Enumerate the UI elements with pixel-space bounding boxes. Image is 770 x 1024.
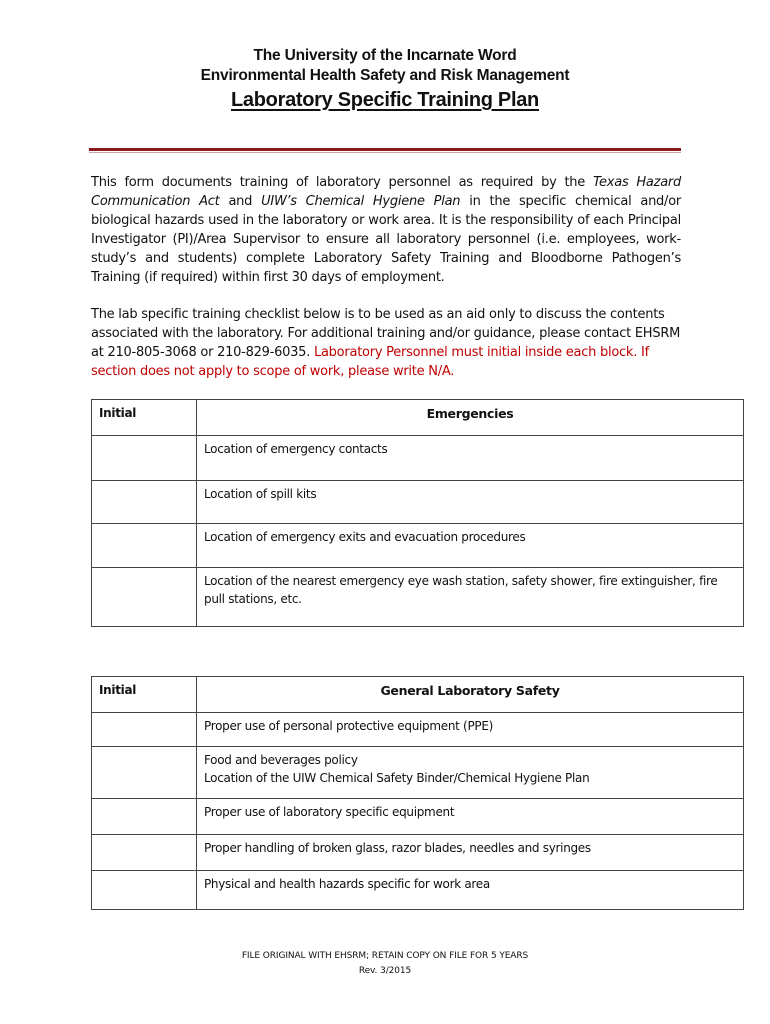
general-safety-heading: General Laboratory Safety: [197, 677, 744, 713]
initial-cell[interactable]: [92, 481, 197, 524]
initial-cell[interactable]: [92, 436, 197, 481]
list-item: Food and beverages policy: [204, 753, 358, 767]
initial-cell[interactable]: [92, 524, 197, 568]
header-divider: [89, 148, 681, 151]
emergencies-table: [91, 399, 744, 627]
intro-paragraph: This form documents training of laboratory personnel as required by the Texas Hazard Communication Act and UIW’s Chemical Hygiene Plan in the specific chemical and/or biological hazards used in the laboratory or work area. It is the responsibility of each Principal Investigator (PI)/Area Supervisor to ensure all laboratory personnel (i.e. employees, work-study’s and students) complete Laboratory Safety Training and Bloodborne Pathogen’s Training (if required) within first 30 days of employment.: [91, 175, 682, 285]
initial-notice: Laboratory Personnel must initial inside each block. If section does not apply to scope of work, please write N/A.: [91, 345, 649, 379]
instructions-paragraph: The lab specific training checklist below is to be used as an aid only to discuss the contents associated with the laboratory. For additional training and/or guidance, please contact EHSRM at 210-805-3068 or 210-829-6035. Laboratory Personnel must initial inside each block. If section does not apply to scope of work, please write N/A.: [91, 307, 681, 379]
page-title: Laboratory Specific Training Plan: [231, 89, 539, 111]
initial-cell[interactable]: [92, 747, 197, 799]
revision-note: Rev. 3/2015: [358, 966, 412, 976]
list-item: Location of the UIW Chemical Safety Binder/Chemical Hygiene Plan: [204, 771, 590, 785]
university-name: The University of the Incarnate Word: [253, 47, 517, 64]
initial-cell[interactable]: [92, 835, 197, 871]
table-row: Location of spill kits: [197, 481, 744, 524]
table-row: Location of emergency exits and evacuation procedures: [197, 524, 744, 568]
initial-column-header: Initial: [92, 677, 197, 713]
header-divider-shadow: [89, 152, 681, 153]
initial-cell[interactable]: [92, 871, 197, 910]
table-row: Location of emergency contacts: [197, 436, 744, 481]
table-row: Proper use of personal protective equipment (PPE): [197, 713, 744, 747]
table-row: Physical and health hazards specific for work area: [197, 871, 744, 910]
initial-cell[interactable]: [92, 568, 197, 627]
retention-note: FILE ORIGINAL WITH EHSRM; RETAIN COPY ON FILE FOR 5 YEARS: [241, 951, 529, 961]
table-row: Location of the nearest emergency eye wash station, safety shower, fire extinguisher, fire pull stations, etc.: [197, 568, 744, 627]
emergencies-heading: Emergencies: [197, 400, 744, 436]
table-row: [197, 747, 744, 799]
table-row: Proper handling of broken glass, razor blades, needles and syringes: [197, 835, 744, 871]
table-row: Proper use of laboratory specific equipment: [197, 799, 744, 835]
department-name: Environmental Health Safety and Risk Management: [200, 67, 570, 84]
initial-cell[interactable]: [92, 799, 197, 835]
general-safety-table: [91, 676, 744, 910]
initial-cell[interactable]: [92, 713, 197, 747]
initial-column-header: Initial: [92, 400, 197, 436]
